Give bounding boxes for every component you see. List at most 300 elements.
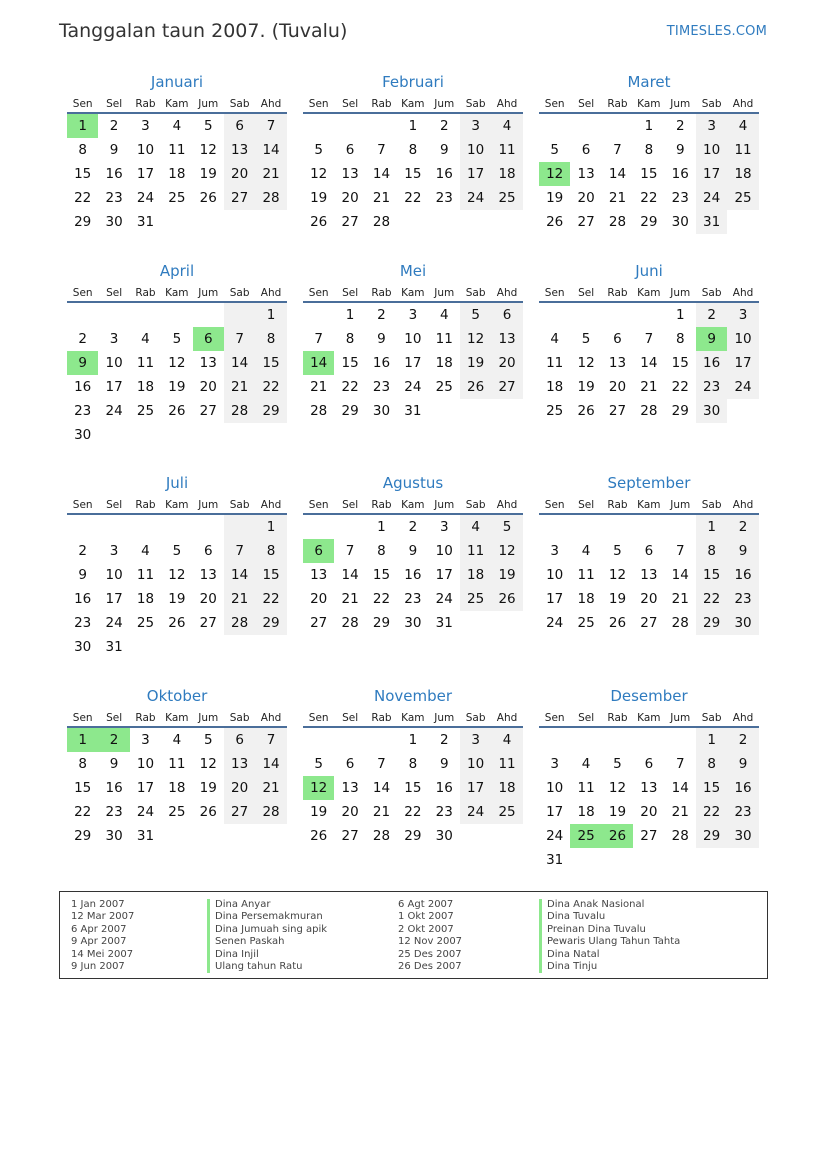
day-cell: 12	[199, 142, 217, 158]
day-cell: 24	[435, 591, 453, 607]
weekday-label: Ahd	[260, 499, 282, 511]
day-cell: 28	[224, 611, 255, 635]
weekday-label: Rab	[135, 712, 156, 724]
day-cell: 23	[435, 804, 453, 820]
day-cell: 5	[203, 118, 213, 134]
weekday-label: Jum	[434, 712, 455, 724]
weekday-label: Ahd	[732, 712, 754, 724]
legend-date: 1 Okt 2007	[398, 911, 454, 923]
day-cell: 10	[696, 138, 727, 162]
day-cell: 5	[460, 303, 491, 327]
weekday-header	[67, 94, 287, 114]
day-cell: 1	[644, 118, 654, 134]
weekday-label: Ahd	[732, 98, 754, 110]
weekday-label: Ahd	[260, 287, 282, 299]
empty-cell	[67, 515, 98, 539]
empty-cell	[665, 728, 696, 752]
weekday-label: Sen	[544, 499, 565, 511]
weekday-header	[539, 495, 759, 515]
empty-cell	[130, 515, 161, 539]
day-cell: 23	[696, 375, 727, 399]
month-block	[67, 471, 287, 659]
empty-cell	[334, 515, 365, 539]
day-cell: 26	[168, 615, 186, 631]
day-cell: 23	[105, 190, 123, 206]
weekday-label: Rab	[371, 499, 392, 511]
day-cell: 20	[341, 190, 359, 206]
weekday-label: Jum	[434, 287, 455, 299]
day-cell: 2	[727, 515, 758, 539]
day-cell: 5	[491, 515, 522, 539]
day-cell: 4	[550, 331, 559, 347]
weekday-header	[67, 495, 287, 515]
day-cell: 5	[314, 142, 323, 158]
weekday-label: Rab	[135, 499, 156, 511]
day-cell: 26	[460, 375, 491, 399]
day-cell: 31	[435, 615, 453, 631]
day-cell: 24	[105, 615, 123, 631]
day-cell: 29	[255, 611, 286, 635]
day-cell: 30	[105, 214, 123, 230]
day-cell: 2	[109, 118, 119, 134]
weekday-header	[539, 94, 759, 114]
weekday-label: Sel	[578, 287, 595, 299]
weekday-label: Sab	[701, 287, 722, 299]
empty-cell	[98, 515, 129, 539]
day-cell: 22	[255, 587, 286, 611]
day-cell: 7	[255, 114, 286, 138]
day-cell: 2	[696, 303, 727, 327]
day-cell: 4	[141, 331, 150, 347]
page-title: Tanggalan taun 2007. (Tuvalu)	[59, 20, 348, 42]
day-cell: 22	[640, 190, 658, 206]
empty-cell	[570, 303, 601, 327]
empty-cell	[602, 303, 633, 327]
legend-date: 9 Jun 2007	[71, 961, 125, 973]
day-cell: 22	[74, 190, 92, 206]
weekday-label: Ahd	[260, 98, 282, 110]
day-cell: 14	[372, 166, 391, 182]
day-cell: 21	[224, 587, 255, 611]
legend-date: 12 Mar 2007	[71, 911, 135, 923]
day-cell: 25	[727, 186, 758, 210]
empty-cell	[602, 114, 633, 138]
day-cell: 12	[310, 166, 328, 182]
day-cell: 30	[74, 639, 92, 655]
day-cell: 8	[78, 142, 87, 158]
day-cell: 1	[377, 519, 386, 535]
day-cell: 11	[136, 355, 155, 371]
holiday-legend	[59, 891, 768, 979]
day-cell: 8	[696, 752, 727, 776]
day-cell: 14	[255, 138, 286, 162]
day-cell: 24	[727, 375, 758, 399]
day-cell: 8	[78, 756, 87, 772]
day-cell: 9	[377, 331, 386, 347]
month-block	[303, 684, 523, 848]
legend-holiday-name: Dina Natal	[547, 948, 600, 960]
day-cell: 3	[460, 728, 491, 752]
day-cell: 7	[314, 331, 323, 347]
day-cell: 12	[460, 327, 491, 351]
day-cell: 20	[640, 804, 658, 820]
day-cell: 16	[372, 355, 391, 371]
weekday-label: Kam	[637, 712, 661, 724]
day-cell: 8	[345, 331, 355, 347]
day-cell: 4	[172, 118, 182, 134]
empty-cell	[602, 515, 633, 539]
weekday-label: Sab	[465, 712, 486, 724]
legend-date: 25 Des 2007	[398, 948, 462, 960]
weekday-label: Ahd	[260, 712, 282, 724]
day-cell: 29	[255, 399, 286, 423]
day-cell: 8	[377, 543, 386, 559]
day-cell: 29	[74, 828, 92, 844]
day-cell: 18	[460, 563, 491, 587]
day-cell: 25	[460, 587, 491, 611]
weekday-label: Sen	[72, 98, 93, 110]
day-cell: 16	[696, 351, 727, 375]
day-cell: 24	[460, 186, 491, 210]
day-cell: 30	[372, 403, 391, 419]
day-grid	[303, 515, 523, 635]
day-cell: 4	[581, 543, 591, 559]
day-cell: 6	[224, 114, 255, 138]
day-cell: 15	[404, 780, 422, 796]
day-cell: 27	[199, 615, 217, 631]
day-cell: 10	[546, 567, 564, 583]
day-cell: 24	[136, 190, 155, 206]
empty-cell	[570, 515, 601, 539]
legend-dates-left	[71, 899, 134, 973]
weekday-label: Rab	[607, 98, 628, 110]
day-cell: 5	[172, 331, 182, 347]
weekday-header	[539, 283, 759, 303]
day-cell: 4	[172, 732, 182, 748]
empty-cell	[224, 303, 255, 327]
weekday-label: Sel	[342, 499, 359, 511]
day-cell: 3	[727, 303, 758, 327]
legend-date: 14 Mei 2007	[71, 948, 134, 960]
legend-holiday-name: Dina Tuvalu	[547, 911, 606, 923]
day-cell: 4	[460, 515, 491, 539]
day-cell: 10	[546, 780, 564, 796]
day-cell: 6	[581, 142, 591, 158]
day-cell: 26	[608, 615, 627, 631]
legend-dates-right	[398, 899, 462, 973]
month-name: Januari	[150, 73, 204, 91]
legend-holiday-name: Preinan Dina Tuvalu	[547, 923, 646, 935]
day-cell: 16	[671, 166, 689, 182]
day-cell: 29	[372, 615, 391, 631]
empty-cell	[193, 303, 224, 327]
day-cell: 28	[255, 800, 286, 824]
day-cell: 15	[74, 780, 92, 796]
day-cell: 25	[577, 615, 595, 631]
weekday-label: Jum	[670, 98, 691, 110]
empty-cell	[161, 515, 192, 539]
day-cell: 13	[199, 355, 217, 371]
empty-cell	[570, 114, 601, 138]
weekday-label: Sab	[229, 287, 250, 299]
day-cell: 14	[372, 780, 391, 796]
day-cell: 13	[341, 166, 359, 182]
day-cell: 10	[727, 327, 758, 351]
legend-date: 2 Okt 2007	[398, 923, 454, 935]
day-cell: 9	[439, 756, 449, 772]
empty-cell	[303, 515, 334, 539]
empty-cell	[366, 728, 397, 752]
weekday-label: Sab	[465, 98, 486, 110]
day-cell: 22	[404, 190, 422, 206]
day-cell: 1	[408, 732, 418, 748]
day-cell: 18	[168, 780, 186, 796]
weekday-label: Sen	[308, 499, 329, 511]
weekday-label: Kam	[637, 499, 661, 511]
day-cell: 22	[74, 804, 92, 820]
day-grid	[67, 515, 287, 659]
weekday-label: Jum	[670, 499, 691, 511]
day-cell: 1	[255, 303, 286, 327]
day-cell: 17	[460, 776, 491, 800]
weekday-label: Sel	[106, 499, 123, 511]
weekday-label: Sel	[106, 98, 123, 110]
weekday-label: Rab	[135, 287, 156, 299]
day-cell: 1	[696, 728, 727, 752]
weekday-label: Sen	[72, 287, 93, 299]
weekday-label: Sab	[229, 712, 250, 724]
day-cell: 20	[224, 776, 255, 800]
weekday-label: Sel	[106, 287, 123, 299]
month-name: Desember	[610, 687, 688, 705]
day-cell: 23	[105, 804, 123, 820]
day-cell: 3	[550, 543, 559, 559]
day-cell: 17	[460, 162, 491, 186]
weekday-label: Sen	[72, 712, 93, 724]
day-cell: 29	[341, 403, 359, 419]
empty-cell	[303, 114, 334, 138]
weekday-header	[303, 94, 523, 114]
day-cell: 6	[345, 756, 355, 772]
weekday-label: Rab	[371, 287, 392, 299]
empty-cell	[303, 303, 334, 327]
day-cell: 12	[168, 567, 186, 583]
day-cell: 14	[255, 752, 286, 776]
month-block	[67, 259, 287, 447]
legend-date: 26 Des 2007	[398, 961, 462, 973]
weekday-label: Kam	[165, 499, 189, 511]
day-cell: 27	[640, 828, 658, 844]
day-cell: 28	[341, 615, 359, 631]
day-cell: 24	[404, 379, 422, 395]
day-cell: 9	[727, 539, 758, 563]
holiday-day-cell: 9	[696, 327, 727, 351]
weekday-label: Jum	[198, 499, 219, 511]
day-cell: 2	[439, 732, 449, 748]
site-logo-text[interactable]: TIMESLES.COM	[666, 24, 767, 39]
day-cell: 28	[671, 615, 689, 631]
day-cell: 30	[727, 611, 758, 635]
day-cell: 12	[491, 539, 522, 563]
day-cell: 7	[644, 331, 654, 347]
day-cell: 14	[224, 351, 255, 375]
month-block	[539, 471, 759, 635]
day-cell: 10	[460, 138, 491, 162]
weekday-label: Kam	[637, 287, 661, 299]
holiday-day-cell: 12	[539, 162, 570, 186]
empty-cell	[570, 728, 601, 752]
day-cell: 26	[546, 214, 564, 230]
weekday-label: Sab	[229, 98, 250, 110]
weekday-label: Sel	[106, 712, 123, 724]
weekday-label: Ahd	[496, 287, 518, 299]
day-cell: 22	[696, 587, 727, 611]
legend-names-right	[547, 899, 680, 973]
legend-holiday-name: Ulang tahun Ratu	[215, 961, 303, 973]
day-cell: 6	[644, 756, 654, 772]
day-cell: 21	[372, 190, 391, 206]
weekday-label: Sel	[342, 98, 359, 110]
weekday-label: Ahd	[732, 287, 754, 299]
day-cell: 23	[74, 403, 92, 419]
day-cell: 18	[136, 379, 155, 395]
legend-color-bar	[207, 899, 210, 973]
empty-cell	[539, 303, 570, 327]
day-cell: 28	[608, 214, 627, 230]
day-cell: 20	[491, 351, 522, 375]
day-cell: 23	[727, 587, 758, 611]
day-cell: 25	[168, 804, 186, 820]
day-cell: 3	[460, 114, 491, 138]
weekday-label: Rab	[371, 98, 392, 110]
day-cell: 22	[372, 591, 391, 607]
day-cell: 11	[136, 567, 155, 583]
day-cell: 29	[640, 214, 658, 230]
month-block	[67, 684, 287, 848]
day-cell: 3	[439, 519, 449, 535]
day-cell: 27	[199, 403, 217, 419]
day-cell: 7	[345, 543, 355, 559]
day-grid	[67, 303, 287, 447]
day-cell: 18	[491, 162, 522, 186]
legend-date: 6 Apr 2007	[71, 923, 127, 935]
day-cell: 19	[546, 190, 564, 206]
day-cell: 24	[546, 615, 564, 631]
day-cell: 4	[439, 307, 449, 323]
day-cell: 27	[491, 375, 522, 399]
day-cell: 12	[168, 355, 186, 371]
weekday-label: Jum	[670, 712, 691, 724]
day-cell: 14	[640, 355, 658, 371]
empty-cell	[539, 114, 570, 138]
day-cell: 31	[696, 210, 727, 234]
day-cell: 22	[696, 800, 727, 824]
legend-date: 6 Agt 2007	[398, 899, 454, 910]
day-cell: 26	[491, 587, 522, 611]
day-cell: 29	[404, 828, 422, 844]
day-cell: 15	[404, 166, 422, 182]
weekday-label: Sel	[578, 712, 595, 724]
day-cell: 17	[136, 166, 155, 182]
weekday-label: Sel	[342, 712, 359, 724]
weekday-label: Sab	[701, 712, 722, 724]
day-cell: 31	[404, 403, 422, 419]
day-cell: 24	[696, 186, 727, 210]
day-cell: 18	[168, 166, 186, 182]
day-cell: 17	[136, 780, 155, 796]
day-cell: 1	[408, 118, 418, 134]
empty-cell	[130, 303, 161, 327]
day-cell: 11	[460, 539, 491, 563]
day-cell: 13	[310, 567, 328, 583]
day-cell: 18	[136, 591, 155, 607]
day-cell: 10	[105, 567, 123, 583]
day-cell: 18	[577, 591, 595, 607]
weekday-label: Ahd	[496, 712, 518, 724]
weekday-label: Sab	[701, 98, 722, 110]
day-cell: 11	[546, 355, 564, 371]
day-cell: 20	[608, 379, 627, 395]
day-cell: 7	[675, 756, 685, 772]
empty-cell	[602, 728, 633, 752]
day-cell: 21	[224, 375, 255, 399]
day-cell: 11	[577, 780, 595, 796]
day-cell: 25	[491, 186, 522, 210]
day-cell: 23	[404, 591, 422, 607]
day-grid	[303, 303, 523, 423]
day-cell: 24	[136, 804, 155, 820]
empty-cell	[303, 728, 334, 752]
day-cell: 23	[727, 800, 758, 824]
day-cell: 1	[255, 515, 286, 539]
weekday-label: Kam	[165, 98, 189, 110]
day-cell: 27	[640, 615, 658, 631]
day-cell: 8	[255, 539, 286, 563]
day-cell: 10	[435, 543, 453, 559]
day-cell: 30	[671, 214, 689, 230]
day-cell: 2	[727, 728, 758, 752]
day-cell: 5	[550, 142, 559, 158]
weekday-label: Jum	[198, 712, 219, 724]
day-grid	[67, 728, 287, 848]
day-cell: 19	[460, 351, 491, 375]
day-cell: 21	[341, 591, 359, 607]
weekday-label: Sel	[342, 287, 359, 299]
empty-cell	[366, 114, 397, 138]
day-cell: 17	[546, 804, 564, 820]
legend-color-bar	[539, 899, 542, 973]
weekday-label: Kam	[401, 287, 425, 299]
month-name: Juni	[635, 262, 663, 280]
day-cell: 22	[404, 804, 422, 820]
day-cell: 31	[105, 639, 123, 655]
day-cell: 18	[435, 355, 453, 371]
weekday-label: Kam	[165, 712, 189, 724]
weekday-label: Jum	[198, 98, 219, 110]
day-cell: 10	[136, 142, 155, 158]
day-cell: 27	[224, 800, 255, 824]
weekday-label: Ahd	[496, 499, 518, 511]
holiday-day-cell: 2	[98, 728, 129, 752]
day-cell: 3	[141, 118, 150, 134]
day-cell: 26	[577, 403, 595, 419]
day-cell: 21	[255, 776, 286, 800]
legend-holiday-name: Dina Tinju	[547, 961, 598, 973]
weekday-label: Jum	[198, 287, 219, 299]
month-block	[539, 259, 759, 423]
legend-names-left	[215, 899, 327, 973]
weekday-label: Jum	[434, 499, 455, 511]
